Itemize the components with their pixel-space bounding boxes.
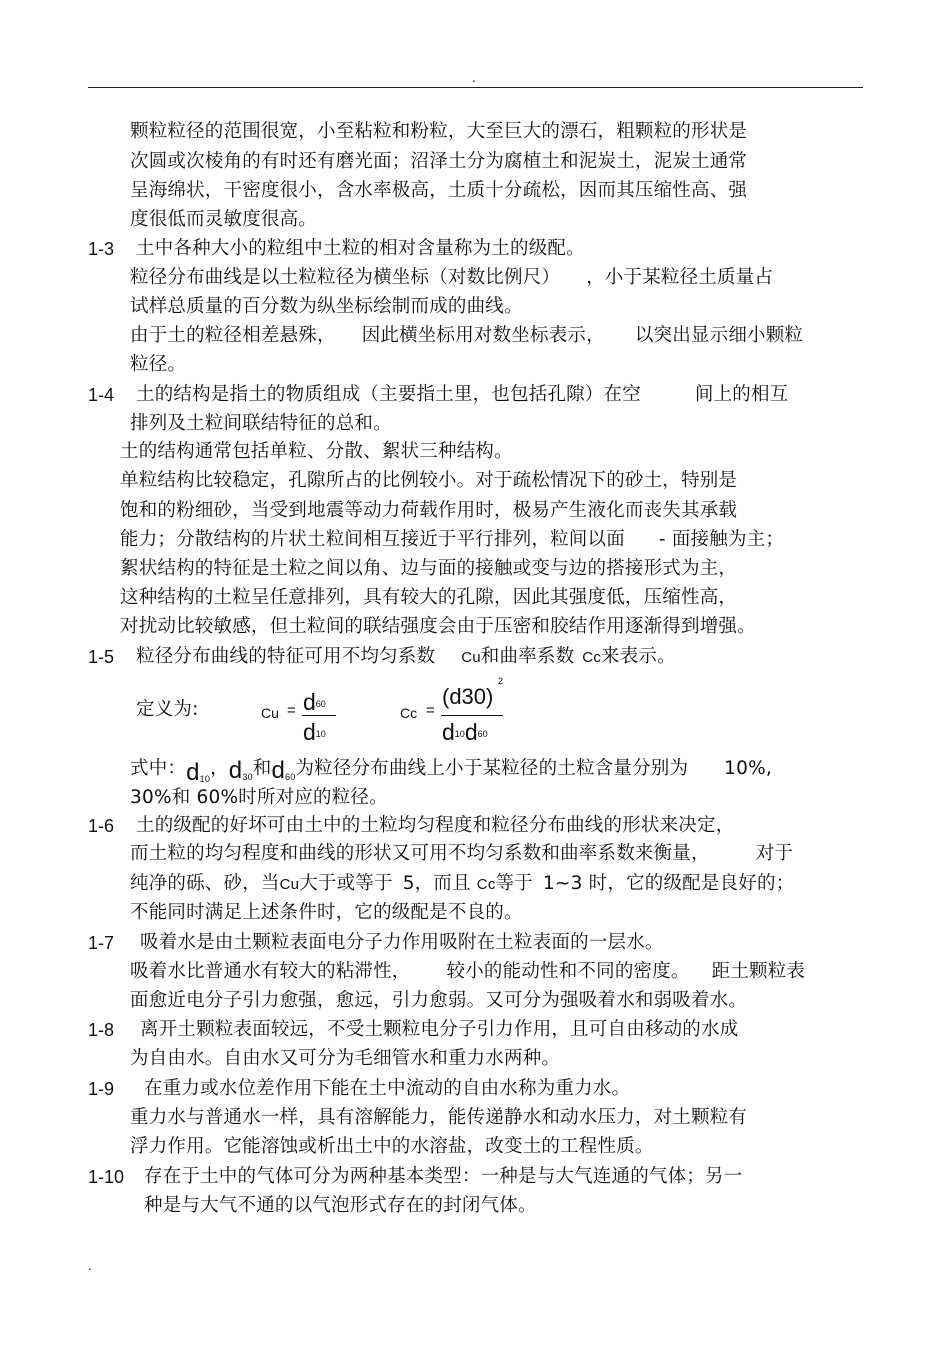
intro-line-4: 度很低而灵敏度很高。 — [130, 209, 318, 230]
section-number-1-9: 1-9 — [88, 1079, 115, 1099]
cc-formula-denominator: $d^{10}d^{60}$ — [442, 719, 488, 745]
definition-label: 定义为: — [136, 699, 199, 720]
cc-formula-equals: = — [426, 702, 435, 719]
s15-line-last: 30%和 60%时所对应的粒径。 — [130, 787, 388, 808]
section-number-1-6: 1-6 — [88, 816, 115, 836]
s14-line-7: 絮状结构的特征是土粒之间以角、边与面的接触或变与边的搭接形式为主， — [120, 558, 738, 579]
cu-formula-lhs: Cu — [261, 705, 279, 721]
cc-formula-numerator: (d30) — [442, 684, 494, 709]
cc-formula-exponent: 2 — [498, 676, 504, 686]
s13-line-2: 粒径分布曲线是以土粒粒径为横坐标（对数比例尺） ，小于某粒径土质量占 — [130, 267, 774, 288]
section-number-1-10: 1-10 — [88, 1167, 125, 1187]
s18-line-1: 离开土颗粒表面较远，不受土颗粒电分子引力作用，且可自由移动的水成 — [140, 1019, 739, 1040]
s13-line-1: 土中各种大小的粒组中土粒的相对含量称为土的级配。 — [136, 238, 585, 259]
s14-line-2: 排列及土粒间联结特征的总和。 — [130, 413, 392, 434]
s16-line-4: 不能同时满足上述条件时，它的级配是不良的。 — [130, 902, 523, 923]
cu-formula-denominator: $d^{10}$ — [303, 719, 326, 745]
s13-line-3: 试样总质量的百分数为纵坐标绘制而成的曲线。 — [130, 296, 523, 317]
cu-formula-equals: = — [287, 702, 296, 719]
cc-formula-lhs: Cc — [400, 705, 418, 721]
header-rule — [88, 87, 863, 88]
section-number-1-5: 1-5 — [88, 647, 115, 667]
s14-line-6: 能力；分散结构的片状土粒间相互接近于平行排列，粒间以面 - 面接触为主； — [120, 529, 785, 550]
s18-line-2: 为自由水。自由水又可分为毛细管水和重力水两种。 — [130, 1048, 561, 1069]
cu-symbol: Cu — [461, 649, 481, 666]
cc-fraction-bar — [441, 715, 503, 716]
s17-line-2: 吸着水比普通水有较大的粘滞性， 较小的能动性和不同的密度。 距土颗粒表 — [130, 961, 806, 982]
section-number-1-3: 1-3 — [88, 239, 115, 259]
s19-line-2: 重力水与普通水一样，具有溶解能力，能传递静水和动水压力，对土颗粒有 — [130, 1107, 748, 1128]
s17-line-3: 面愈近电分子引力愈强，愈远，引力愈弱。又可分为强吸着水和弱吸着水。 — [130, 990, 748, 1011]
s14-line-1: 土的结构是指土的物质组成（主要指土里，也包括孔隙）在空 间上的相互 — [136, 384, 789, 405]
cu-fraction-bar — [302, 715, 336, 716]
s16-line-1: 土的级配的好坏可由土中的土粒均匀程度和粒径分布曲线的形状来决定， — [136, 815, 735, 836]
s14-line-3: 土的结构通常包括单粒、分散、絮状三种结构。 — [120, 441, 513, 462]
s14-line-9: 对扰动比较敏感，但土粒间的联结强度会由于压密和胶结作用逐渐得到增强。 — [120, 616, 756, 637]
s14-line-5: 饱和的粉细砂，当受到地震等动力荷载作用时，极易产生液化而丧失其承载 — [120, 500, 738, 521]
s16-line-3: 纯净的砾、砂，当Cu大于或等于 5，而且 Cc等于 1~3 时，它的级配是良好的； — [130, 873, 795, 894]
s14-line-8: 这种结构的土粒呈任意排列，具有较大的孔隙，因此其强度低，压缩性高， — [120, 587, 738, 608]
s15-line-1: 粒径分布曲线的特征可用不均匀系数 Cu和曲率系数 Cc来表示。 — [136, 646, 676, 667]
cc-symbol: Cc — [582, 649, 602, 666]
section-number-1-4: 1-4 — [88, 385, 115, 405]
header-dot: . — [472, 71, 476, 85]
s19-line-1: 在重力或水位差作用下能在土中流动的自由水称为重力水。 — [144, 1078, 631, 1099]
intro-line-3: 呈海绵状，干密度很小，含水率极高，土质十分疏松，因而其压缩性高、强 — [130, 180, 748, 201]
section-number-1-8: 1-8 — [88, 1020, 115, 1040]
s13-line-5: 粒径。 — [130, 354, 187, 375]
s16-line-2: 而土粒的均匀程度和曲线的形状又可用不均匀系数和曲率系数来衡量， 对于 — [130, 843, 794, 864]
s14-line-4: 单粒结构比较稳定，孔隙所占的比例较小。对于疏松情况下的砂土，特别是 — [120, 470, 738, 491]
s17-line-1: 吸着水是由土颗粒表面电分子力作用吸附在土粒表面的一层水。 — [140, 932, 664, 953]
cu-formula-numerator: $d^{60}$ — [303, 689, 326, 715]
footer-dot: . — [88, 1259, 92, 1273]
intro-line-2: 次圆或次棱角的有时还有磨光面；沼泽土分为腐植土和泥炭土，泥炭土通常 — [130, 151, 748, 172]
s110-line-2: 种是与大气不通的以气泡形式存在的封闭气体。 — [144, 1195, 537, 1216]
s15-where-line: 式中：$d_{10}$，$d_{30}$和$d_{60}$为粒径分布曲线上小于某粒径的土粒含量分别为 10%, — [130, 757, 772, 786]
s19-line-3: 浮力作用。它能溶蚀或析出土中的水溶盐，改变土的工程性质。 — [130, 1136, 654, 1157]
intro-line-1: 颗粒粒径的范围很宽，小至粘粒和粉粒，大至巨大的漂石，粗颗粒的形状是 — [130, 121, 748, 142]
s110-line-1: 存在于土中的气体可分为两种基本类型：一种是与大气连通的气体；另一 — [144, 1166, 743, 1187]
s13-line-4: 由于土的粒径相差悬殊， 因此横坐标用对数坐标表示， 以突出显示细小颗粒 — [130, 325, 804, 346]
section-number-1-7: 1-7 — [88, 933, 115, 953]
